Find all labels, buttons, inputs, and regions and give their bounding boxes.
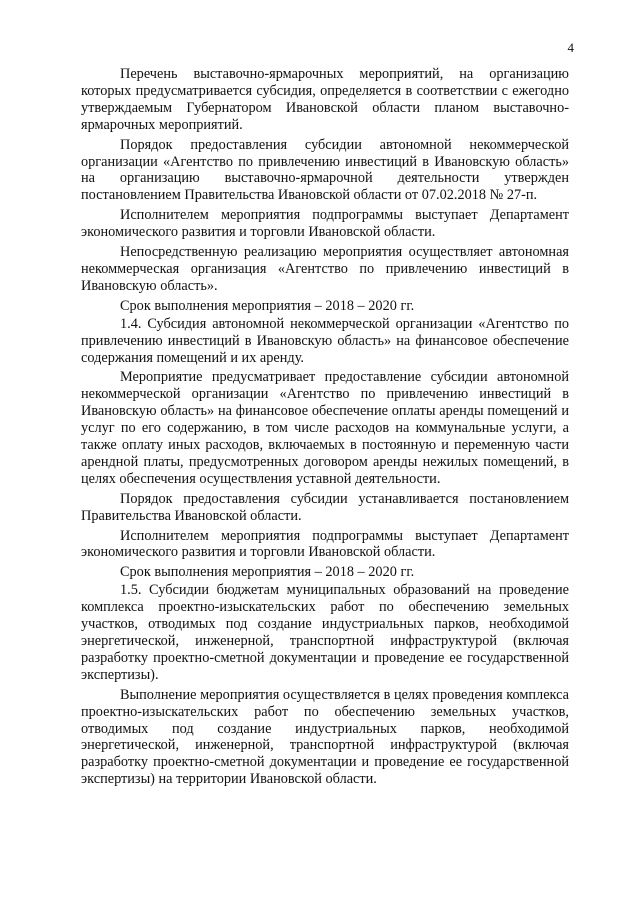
paragraph: Срок выполнения мероприятия – 2018 – 2020 гг. xyxy=(120,564,415,581)
paragraph: Мероприятие предусматривает предоставление субсидии автономной некоммерческой организации «Агентство по привлечению инвестиций в Ивановскую область» на финансовое обеспечение оплаты аренды помещений и услуг по его содержанию, в том числе расходов на коммунальные услуги, а также оплату иных расходов, включаемых в постоянную и переменную части арендной платы, предусмотренных договором аренды нежилых помещений, в целях обеспечения осуществления уставной деятельности. xyxy=(81,369,569,487)
paragraph: 1.4. Субсидия автономной некоммерческой организации «Агентство по привлечению инвестиций в Ивановскую область» на финансовое обеспечение содержания помещений и их аренду. xyxy=(81,315,569,366)
document-body xyxy=(81,66,569,791)
paragraph: Перечень выставочно-ярмарочных мероприятий, на организацию которых предусматривается субсидия, определяется в соответствии с ежегодно утверждаемым Губернатором Ивановской области планом выставочно-ярмарочных мероприятий. xyxy=(81,66,569,133)
paragraph: Срок выполнения мероприятия – 2018 – 2020 гг. xyxy=(120,297,415,314)
paragraph: 1.5. Субсидии бюджетам муниципальных образований на проведение комплекса проектно-изыскательских работ по обеспечению земельных участков, отводимых под создание индустриальных парков, необходимой энергетической, инженерной, транспортной инфраструктурой (включая разработку проектно-сметной документации и проведение ее государственной экспертизы). xyxy=(81,582,569,683)
paragraph: Исполнителем мероприятия подпрограммы выступает Департамент экономического развития и торговли Ивановской области. xyxy=(81,527,569,561)
paragraph: Порядок предоставления субсидии устанавливается постановлением Правительства Ивановской области. xyxy=(81,490,569,524)
paragraph: Непосредственную реализацию мероприятия осуществляет автономная некоммерческая организация «Агентство по привлечению инвестиций в Ивановскую область». xyxy=(81,244,569,294)
page-number: 4 xyxy=(567,40,574,55)
paragraph: Выполнение мероприятия осуществляется в целях проведения комплекса проектно-изыскательских работ по обеспечению земельных участков, отводимых под создание индустриальных парков, необходимой энергетической, инженерной, транспортной инфраструктурой (включая разработку проектно-сметной документации и проведение ее государственной экспертизы) на территории Ивановской области. xyxy=(81,686,569,788)
paragraph: Порядок предоставления субсидии автономной некоммерческой организации «Агентство по привлечению инвестиций в Ивановскую область» на организацию выставочно-ярмарочной деятельности утвержден постановлением Правительства Ивановской области от 07.02.2018 № 27-п. xyxy=(81,136,569,204)
paragraph: Исполнителем мероприятия подпрограммы выступает Департамент экономического развития и торговли Ивановской области. xyxy=(81,207,569,241)
